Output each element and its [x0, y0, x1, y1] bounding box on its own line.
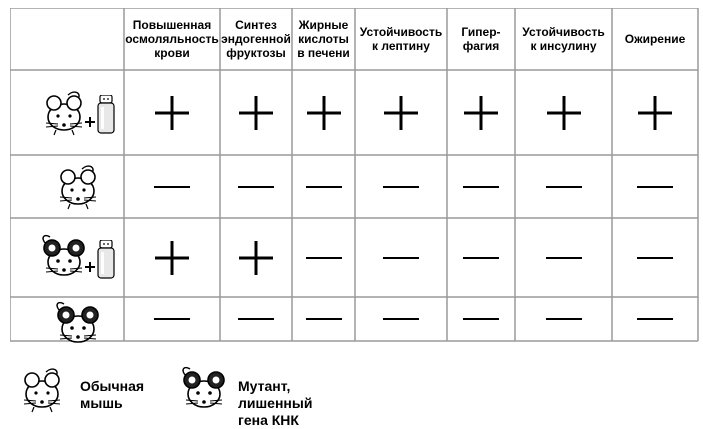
column-header — [515, 12, 612, 66]
minus-mark — [292, 297, 355, 341]
plus-mark — [612, 70, 698, 155]
plus-mark — [124, 70, 220, 155]
minus-mark — [447, 297, 515, 341]
column-header-label: Гипер- фагия — [461, 25, 501, 53]
plus-mark — [447, 70, 515, 155]
column-header-label: Синтез эндогенной фруктозы — [221, 18, 291, 60]
minus-mark — [220, 155, 292, 218]
minus-mark — [220, 297, 292, 341]
minus-mark — [612, 155, 698, 218]
minus-mark — [124, 297, 220, 341]
column-header-label: Жирные кислоты в печени — [297, 18, 350, 60]
mutant-mouse-icon — [50, 299, 104, 351]
column-header-label: Повышенная осмоляльность крови — [125, 18, 219, 60]
plus-mark — [220, 70, 292, 155]
column-header — [355, 12, 447, 66]
row-condition — [10, 297, 124, 341]
column-header — [220, 12, 292, 66]
minus-mark — [515, 155, 612, 218]
column-header — [124, 12, 220, 66]
normal-mouse-icon — [14, 362, 68, 414]
row-condition — [10, 70, 124, 155]
minus-mark — [447, 155, 515, 218]
minus-mark — [355, 218, 447, 297]
row-condition — [10, 155, 124, 218]
salt-shaker-icon — [96, 95, 116, 135]
minus-mark — [612, 218, 698, 297]
plus-mark — [292, 70, 355, 155]
minus-mark — [355, 297, 447, 341]
plus-mark — [515, 70, 612, 155]
normal-mouse-icon — [50, 161, 104, 213]
minus-mark — [124, 155, 220, 218]
minus-mark — [292, 218, 355, 297]
minus-mark — [612, 297, 698, 341]
normal-mouse-icon — [36, 87, 90, 139]
mutant-mouse-icon — [36, 232, 90, 284]
plus-sign — [84, 115, 96, 133]
plus-mark — [220, 218, 292, 297]
column-header-label: Ожирение — [624, 32, 686, 46]
column-header-label: Устойчивость к лептину — [359, 25, 443, 53]
salt-shaker-icon — [96, 240, 116, 280]
minus-mark — [447, 218, 515, 297]
column-header — [447, 12, 515, 66]
minus-mark — [515, 218, 612, 297]
column-header-label: Устойчивость к инсулину — [522, 25, 605, 53]
legend-normal-label: Обычная мышь — [80, 378, 145, 411]
plus-mark — [355, 70, 447, 155]
plus-mark — [124, 218, 220, 297]
row-condition — [10, 218, 124, 297]
minus-mark — [292, 155, 355, 218]
plus-sign — [84, 260, 96, 278]
minus-mark — [515, 297, 612, 341]
column-header — [612, 12, 698, 66]
column-header — [292, 12, 355, 66]
mutant-mouse-icon — [176, 362, 232, 414]
legend-mutant-label: Мутант, лишенный гена КНК — [238, 378, 313, 428]
minus-mark — [355, 155, 447, 218]
